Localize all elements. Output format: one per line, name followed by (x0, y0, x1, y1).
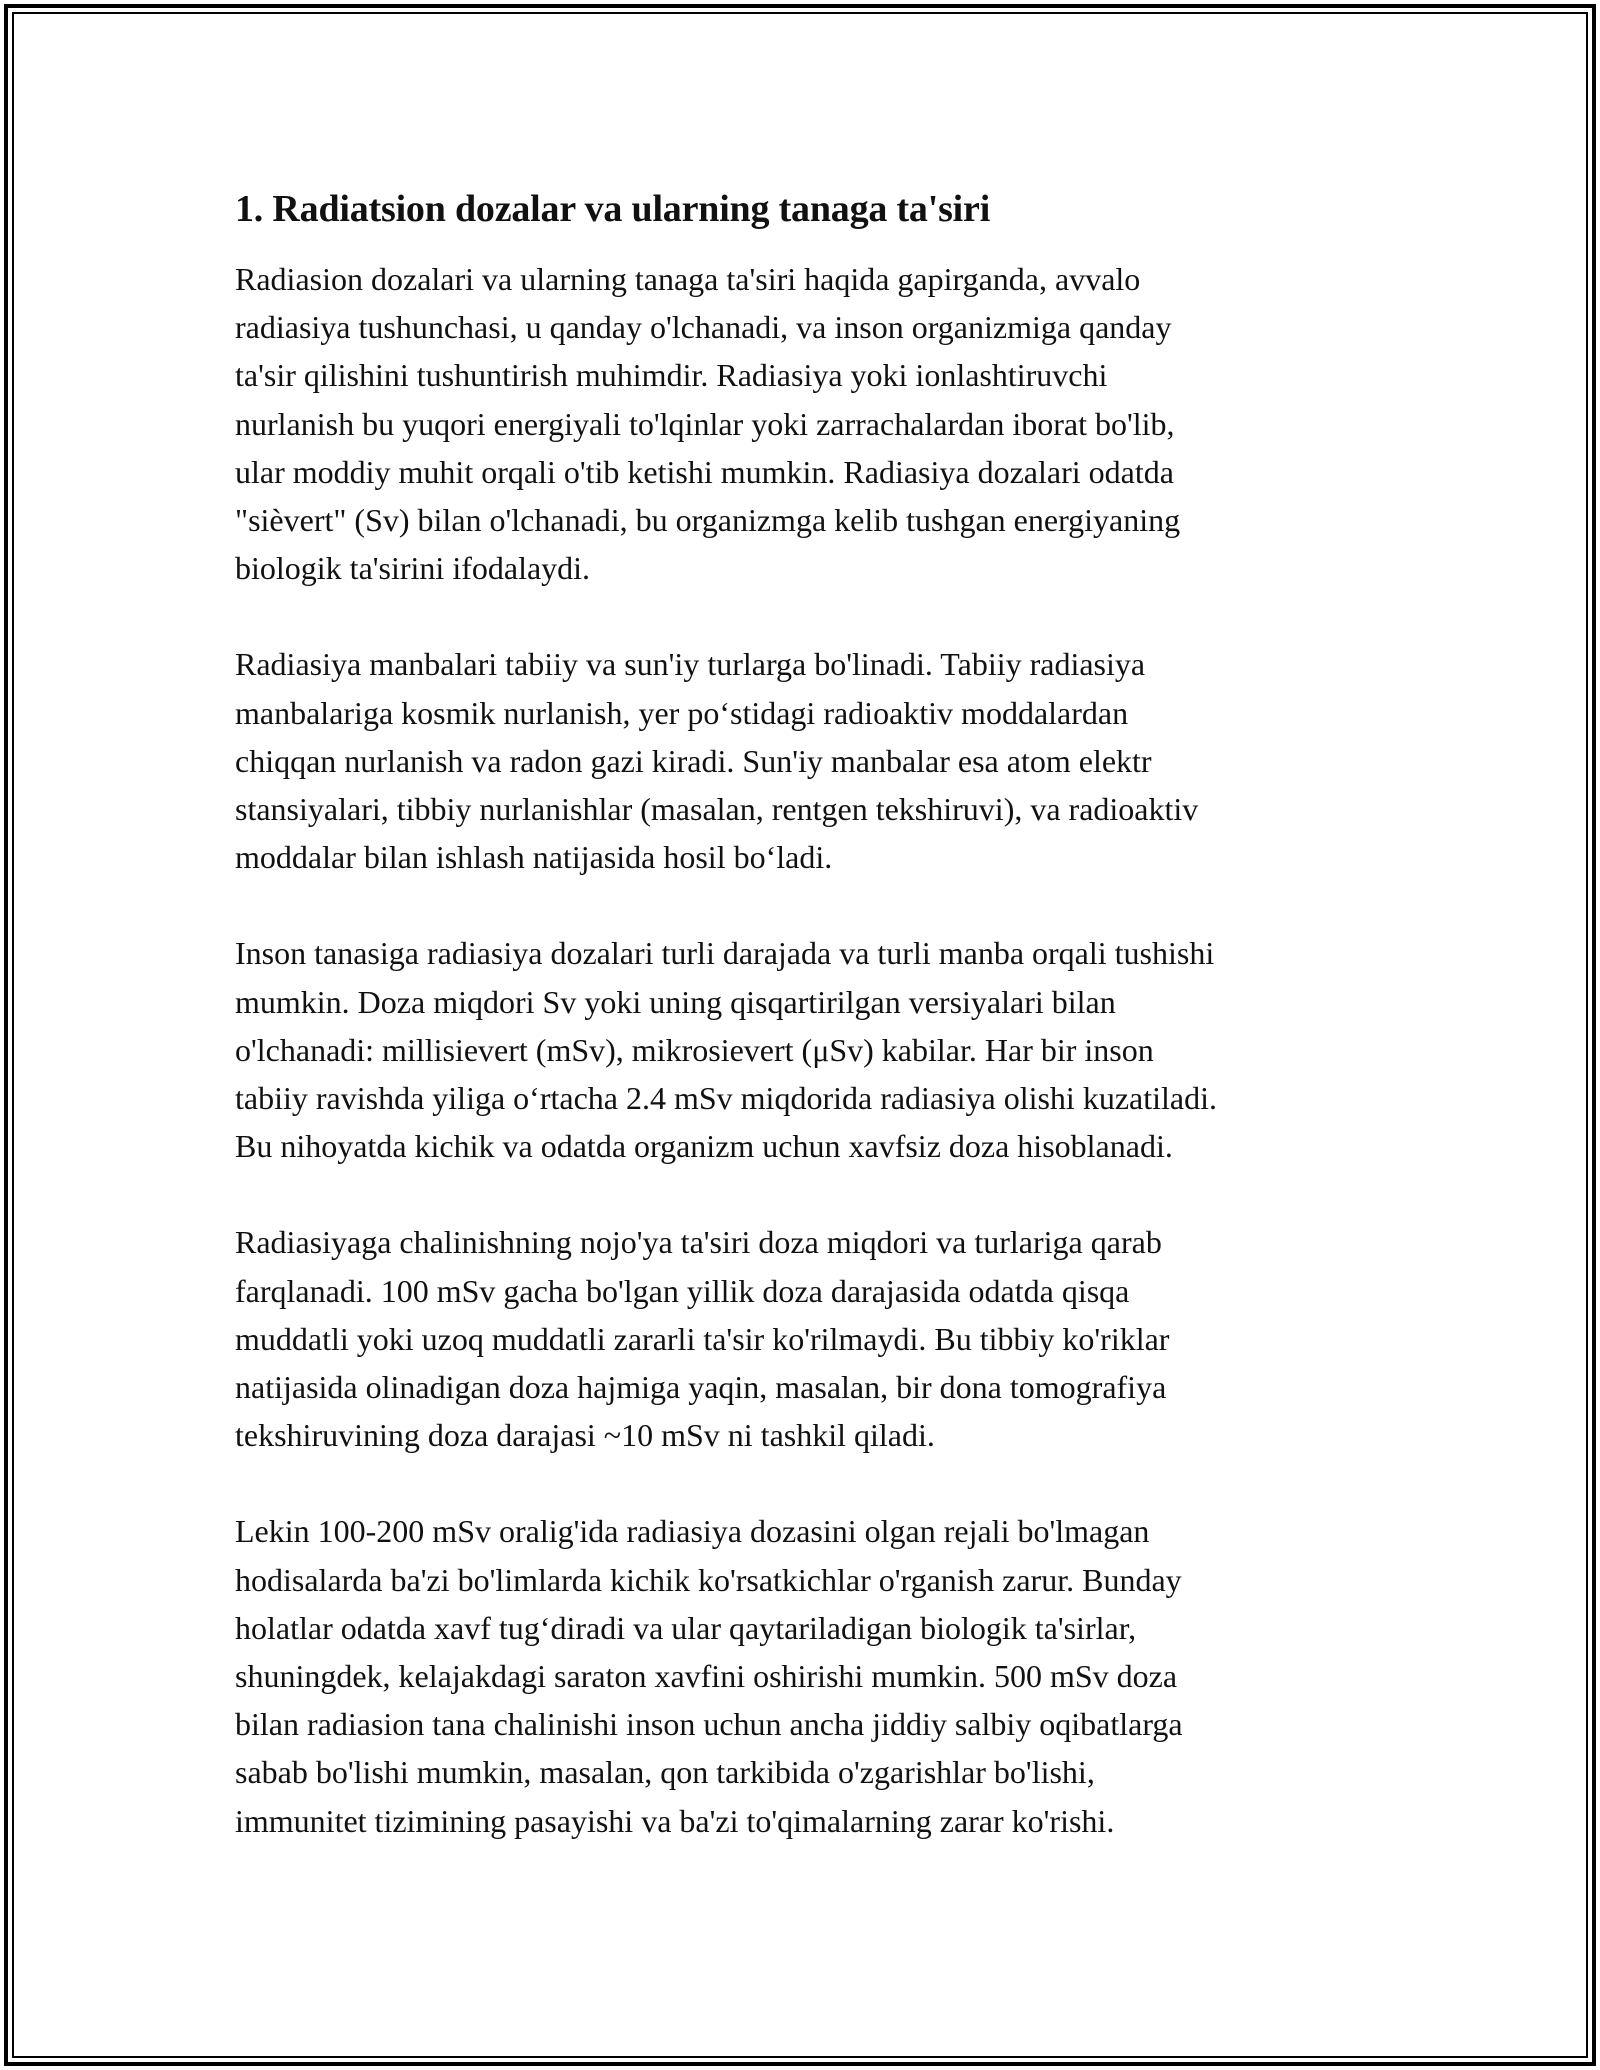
paragraph-line: Radiasiya manbalari tabiiy va sun'iy turlarga bo'linadi. Tabiiy radiasiya (235, 646, 1146, 683)
paragraph-line: radiasiya tushunchasi, u qanday o'lchanadi, va inson organizmiga qanday (235, 309, 1172, 346)
paragraph-line: tekshiruvining doza darajasi ~10 mSv ni tashkil qiladi. (235, 1417, 935, 1454)
paragraph-line: "sièvert" (Sv) bilan o'lchanadi, bu organizmga kelib tushgan energiyaning (235, 502, 1181, 539)
paragraph-line: immunitet tizimining pasayishi va ba'zi to'qimalarning zarar ko'rishi. (235, 1802, 1115, 1839)
paragraph-line: Radiasion dozalari va ularning tanaga ta'siri haqida gapirganda, avvalo (235, 261, 1141, 297)
paragraph-line: Bu nihoyatda kichik va odatda organizm uchun xavfsiz doza hisoblanadi. (235, 1128, 1173, 1165)
paragraph-line: manbalariga kosmik nurlanish, yer po‘stidagi radioaktiv moddalardan (235, 694, 1129, 731)
paragraph-line: Radiasiyaga chalinishning nojo'ya ta'siri doza miqdori va turlariga qarab (235, 1224, 1162, 1261)
paragraph-1 (235, 255, 1370, 592)
paragraph-5 (235, 1507, 1370, 1844)
paragraph-line: moddalar bilan ishlash natijasida hosil bo‘ladi. (235, 839, 833, 876)
paragraph-line: ular moddiy muhit orqali o'tib ketishi mumkin. Radiasiya dozalari odatda (235, 453, 1174, 490)
paragraph-4 (235, 1218, 1370, 1459)
paragraph-line: holatlar odatda xavf tug‘diradi va ular qaytariladigan biologik ta'sirlar, (235, 1609, 1137, 1646)
paragraph-line: Inson tanasiga radiasiya dozalari turli darajada va turli manba orqali tushishi (235, 935, 1215, 972)
paragraph-line: chiqqan nurlanish va radon gazi kiradi. Sun'iy manbalar esa atom elektr (235, 742, 1152, 779)
paragraph-line: nurlanish bu yuqori energiyali to'lqinlar yoki zarrachalardan iborat bo'lib, (235, 405, 1175, 442)
paragraph-line: shuningdek, kelajakdagi saraton xavfini oshirishi mumkin. 500 mSv doza (235, 1658, 1178, 1695)
paragraph-line: farqlanadi. 100 mSv gacha bo'lgan yillik doza darajasida odatda qisqa (235, 1272, 1130, 1309)
paragraph-line: o'lchanadi: millisievert (mSv), mikrosievert (μSv) kabilar. Har bir inson (235, 1031, 1154, 1068)
paragraph-line: muddatli yoki uzoq muddatli zararli ta'sir ko'rilmaydi. Bu tibbiy ko'riklar (235, 1320, 1170, 1357)
paragraph-2 (235, 640, 1370, 881)
paragraph-line: ta'sir qilishini tushuntirish muhimdir. Radiasiya yoki ionlashtiruvchi (235, 357, 1108, 394)
paragraph-line: biologik ta'sirini ifodalaydi. (235, 550, 591, 587)
paragraph-line: sabab bo'lishi mumkin, masalan, qon tarkibida o'zgarishlar bo'lishi, (235, 1754, 1095, 1791)
paragraph-3 (235, 929, 1370, 1170)
paragraph-line: tabiiy ravishda yiliga o‘rtacha 2.4 mSv miqdorida radiasiya olishi kuzatiladi. (235, 1080, 1217, 1117)
paragraph-line: hodisalarda ba'zi bo'limlarda kichik ko'rsatkichlar o'rganish zarur. Bunday (235, 1561, 1182, 1598)
paragraph-line: mumkin. Doza miqdori Sv yoki uning qisqartirilgan versiyalari bilan (235, 983, 1116, 1020)
document-body (235, 185, 1370, 1893)
paragraph-list (235, 255, 1370, 1845)
paragraph-line: bilan radiasion tana chalinishi inson uchun ancha jiddiy salbiy oqibatlarga (235, 1706, 1183, 1743)
paragraph-line: Lekin 100-200 mSv oralig'ida radiasiya dozasini olgan rejali bo'lmagan (235, 1513, 1150, 1550)
section-heading: 1. Radiatsion dozalar va ularning tanaga ta'siri (235, 188, 991, 230)
paragraph-line: stansiyalari, tibbiy nurlanishlar (masalan, rentgen tekshiruvi), va radioaktiv (235, 791, 1199, 828)
paragraph-line: natijasida olinadigan doza hajmiga yaqin, masalan, bir dona tomografiya (235, 1369, 1167, 1406)
